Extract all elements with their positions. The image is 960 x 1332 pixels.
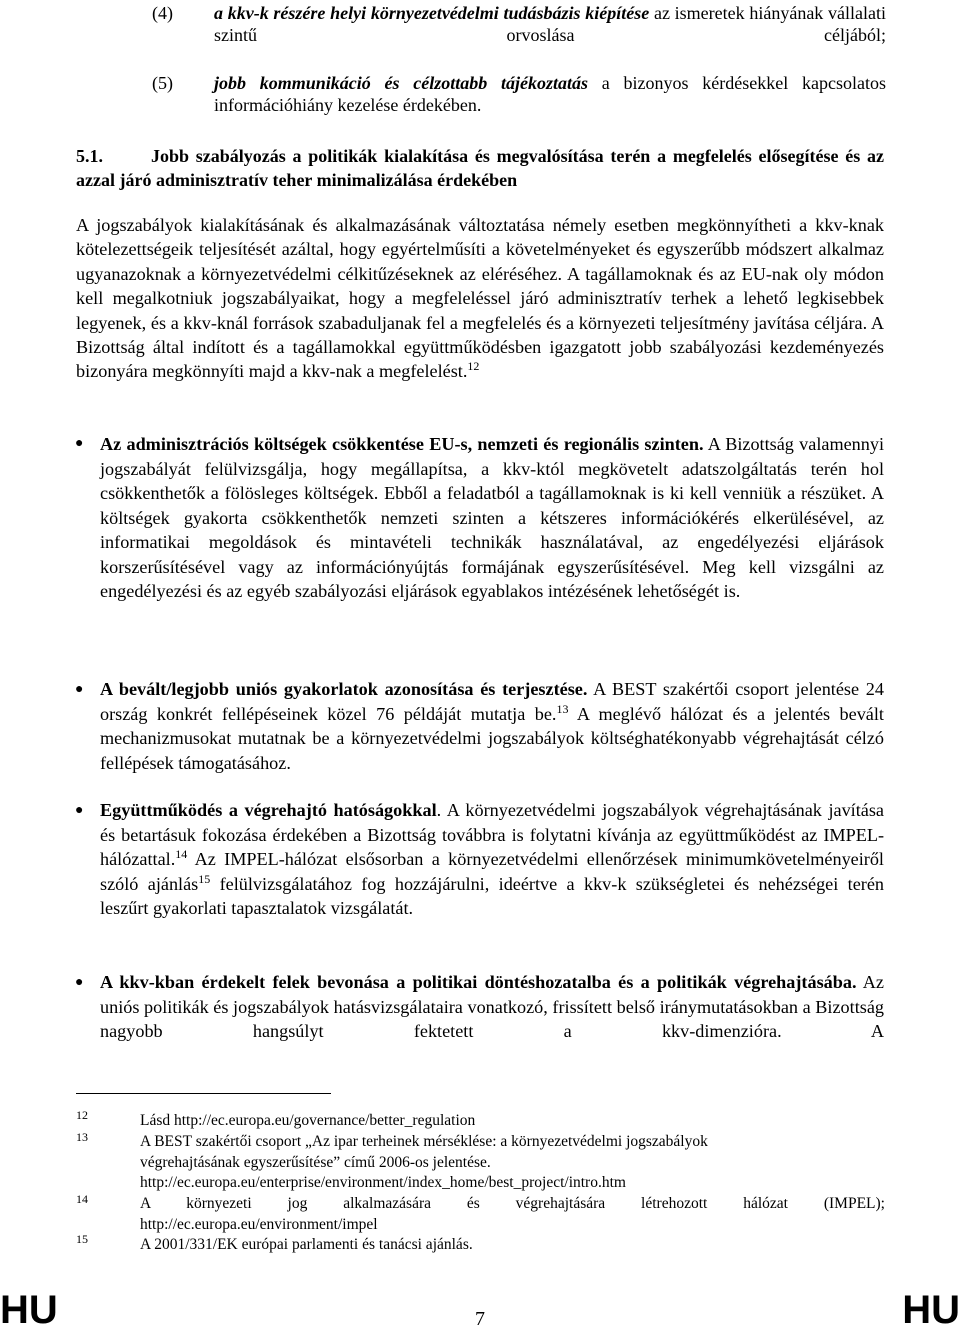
page-number: 7 [475, 1308, 485, 1330]
footnote-ref: 14 [175, 847, 188, 861]
footer-language-right: HU [902, 1288, 960, 1332]
intro-paragraph: A jogszabályok kialakításának és alkalmazásának változtatása némely esetben megkönnyítheti a kkv-knak kötelezettségeik teljesítését azáltal, hogy egyértelműsíti a követelményeket és egyszerűbb módszert alkalmaz ugyanazoknak a környezetvédelmi célkitűzéseknek az eléréséhez. A tagállamoknak és az EU-nak oly módon kell megalkotniuk jogszabályaikat, hogy a megfeleléssel járó adminisztratív terhek a lehető legkisebbek legyenek, és a kkv-knál források szabaduljanak fel a megfelelés és a környezeti teljesítmény javítása céljára. A Bizottság által indított és a tagállamokkal együttműködésben igazgatott jobb szabályozási kezdeményezés bizonyára megkönnyíti majd a kkv-nak a megfelelést.$^{12}$ [76, 215, 884, 382]
bullet-heading: Az adminisztrációs költségek csökkentése EU-s, nemzeti és regionális szinten. [100, 434, 704, 454]
section-title: Jobb szabályozás a politikák kialakítása és megvalósítása terén a megfelelés elősegítése és az azzal járó adminisztratív teher minimalizálása érdekében [76, 146, 884, 190]
bullet-icon: ● [75, 975, 84, 990]
bullet-item: Az adminisztrációs költségek csökkentése EU-s, nemzeti és regionális szinten. A Bizottság valamennyi jogszabályát felülvizsgálja, hogy megállapítsa, a kkv-któl megkövetelt adatszolgáltatás terén hol csökkenthetők a fölösleges költségek. Ebből a feladatból a tagállamoknak is ki kell venniük a részüket. A költségek gyakorta csökkenthetők nemzeti szinten a kétszeres információkérés elkerülésével, az informatikai megoldások és mintavételi technikák használatával, az engedélyezési eljárások korszerűsítésével vagy az információnyújtás formájának egyszerűsítésével. Meg kell vizsgálni az engedélyezési és az egyéb szabályozási eljárások egyablakos intézésének lehetőségét is. [100, 434, 884, 601]
footnote-ref: 13 [556, 701, 569, 716]
bullet-heading: A bevált/legjobb uniós gyakorlatok azonosítása és terjesztése. [100, 679, 588, 699]
footnote-number: 12 [76, 1108, 88, 1122]
footer-language-left: HU [0, 1288, 58, 1332]
footnote-ref: 12 [467, 359, 480, 374]
footnote-link: http://ec.europa.eu/environment/impel [140, 1215, 378, 1233]
bullet-icon: ● [75, 436, 84, 451]
bullet-heading: Együttműködés a végrehajtó hatóságokkal [100, 800, 437, 820]
footnote-divider [76, 1093, 331, 1094]
bullet-icon: ● [75, 803, 84, 818]
bullet-heading: A kkv-kban érdekelt felek bevonása a politikai döntéshozatalba és a politikák végrehajtásába. [100, 972, 857, 992]
footnote-ref: 15 [198, 871, 211, 886]
footnote-text: A BEST szakértői csoport „Az ipar terheinek mérséklése: a környezetvédelmi jogszabályok végrehajtásának egyszerűsítése” című 2006-os jelentése. http://ec.europa.eu/enterprise/environment/index_home/best_project/intro.htm [140, 1132, 885, 1194]
footnote-number: 14 [76, 1192, 88, 1206]
bullet-item: Együttműködés a végrehajtó hatóságokkal. A környezetvédelmi jogszabályok végrehajtásának javítása és betartásuk fokozása érdekében a Bizottság továbbra is folytatni kívánja az együttműködést az IMPEL-hálózattal.$^{14}$ Az IMPEL-hálózat elsősorban a környezetvédelmi ellenőrzések minimumkövetelményeiről szóló ajánlás$^{15}$ felülvizsgálatához fog hozzájárulni, ideértve a kkv-k szükségletei és nehézségei terén leszűrt gyakorlati tapasztalatok vizsgálatát. [100, 800, 884, 918]
list-item-emphasis: jobb kommunikáció és célzottabb tájékoztatás [214, 73, 589, 93]
footnote-link: http://ec.europa.eu/enterprise/environment/index_home/best_project/intro.htm [140, 1174, 626, 1191]
bullet-item: A kkv-kban érdekelt felek bevonása a politikai döntéshozatalba és a politikák végrehajtásába. Az uniós politikák és jogszabályok hatásvizsgálataira vonatkozó, frissített belső iránymutatásokban a Bizottság nagyobb hangsúlyt fektetett a kkv-dimenzióra. A [100, 972, 885, 1041]
bullet-item: A bevált/legjobb uniós gyakorlatok azonosítása és terjesztése. A BEST szakértői csoport jelentése 24 ország konkrét fellépéseinek közel 76 példáját mutatja be.$^{13}$ A meglévő hálózat és a jelentés bevált mechanizmusokat mutatnak be a környezetvédelmi jogszabályok költséghatékonyabb végrehajtását célzó fellépések támogatásához. [100, 679, 884, 773]
list-item-text: jobb kommunikáció és célzottabb tájékoztatás a bizonyos kérdésekkel kapcsolatos információhiány kezelése érdekében. [214, 73, 887, 115]
list-item-emphasis: a kkv-k részére helyi környezetvédelmi tudásbázis kiépítése [214, 3, 650, 23]
bullet-icon: ● [75, 682, 84, 697]
footnote-text: A környezeti jog alkalmazására és végrehajtására létrehozott hálózat (IMPEL); http://ec.europa.eu/environment/impel [140, 1194, 885, 1235]
list-item-text: a kkv-k részére helyi környezetvédelmi tudásbázis kiépítése az ismeretek hiányának vállalati szintű orvoslása céljából; [214, 3, 886, 45]
footnote-number: 13 [76, 1130, 88, 1144]
footnote-text: A 2001/331/EK európai parlamenti és tanácsi ajánlás. [140, 1236, 473, 1253]
section-number: 5.1. [76, 146, 103, 166]
list-number: (4) [152, 3, 173, 23]
footnote-text: Lásd http://ec.europa.eu/governance/better_regulation [140, 1112, 476, 1129]
list-number: (5) [152, 73, 173, 93]
footnote-number: 15 [76, 1232, 88, 1246]
